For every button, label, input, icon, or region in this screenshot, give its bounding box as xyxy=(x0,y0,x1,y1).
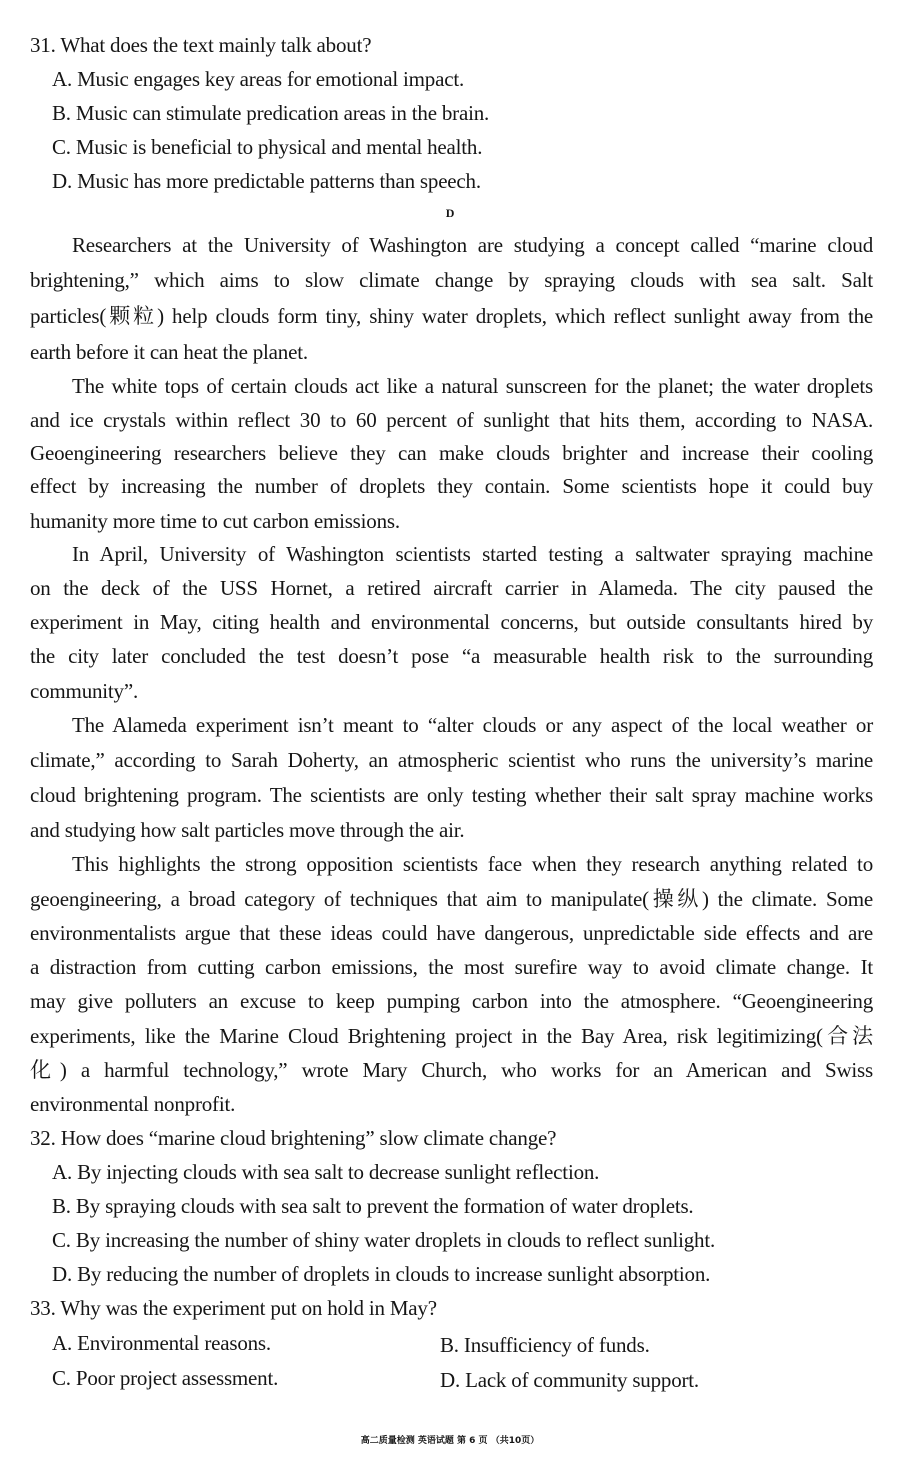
passage-line: The white tops of certain clouds act like a natural sunscreen for the planet; the water droplets xyxy=(72,374,873,398)
passage-line: Researchers at the University of Washington are studying a concept called “marine cloud xyxy=(72,233,873,257)
question-31-option-d: D. Music has more predictable patterns than speech. xyxy=(52,169,481,193)
question-32-option-c: C. By increasing the number of shiny water droplets in clouds to reflect sunlight. xyxy=(52,1228,716,1252)
passage-line: geoengineering, a broad category of techniques that aim to manipulate(操纵) the climate. Some xyxy=(30,887,873,911)
question-31-stem: 31. What does the text mainly talk about? xyxy=(30,33,372,57)
passage-line: effect by increasing the number of droplets they contain. Some scientists hope it could buy xyxy=(30,474,873,498)
page-footer: 高二质量检测 英语试题 第 6 页 （共10页） xyxy=(360,1436,540,1446)
passage-line: may give polluters an excuse to keep pumping carbon into the atmosphere. “Geoengineering xyxy=(30,989,873,1013)
question-31-option-a: A. Music engages key areas for emotional impact. xyxy=(52,67,465,91)
passage-line: earth before it can heat the planet. xyxy=(30,340,308,364)
question-33-option-d: D. Lack of community support. xyxy=(440,1368,699,1392)
passage-line: a distraction from cutting carbon emissions, the most surefire way to avoid climate change. It xyxy=(30,955,873,979)
question-33-option-b: B. Insufficiency of funds. xyxy=(440,1333,650,1357)
passage-line: cloud brightening program. The scientists are only testing whether their salt spray machine works xyxy=(30,783,873,807)
passage-line: and studying how salt particles move through the air. xyxy=(30,818,465,842)
question-31-option-c: C. Music is beneficial to physical and mental health. xyxy=(52,135,483,159)
passage-line: Geoengineering researchers believe they can make clouds brighter and increase their cooling xyxy=(30,441,873,465)
question-33-option-c: C. Poor project assessment. xyxy=(52,1366,279,1390)
question-32-stem: 32. How does “marine cloud brightening” slow climate change? xyxy=(30,1126,557,1150)
passage-line: brightening,” which aims to slow climate change by spraying clouds with sea salt. Salt xyxy=(30,268,873,292)
passage-line: This highlights the strong opposition scientists face when they research anything related to xyxy=(72,852,873,876)
question-33-option-a: A. Environmental reasons. xyxy=(52,1331,271,1355)
passage-line: community”. xyxy=(30,679,139,703)
passage-line: experiment in May, citing health and environmental concerns, but outside consultants hired by xyxy=(30,610,873,634)
passage-line: humanity more time to cut carbon emissions. xyxy=(30,509,400,533)
question-32-option-b: B. By spraying clouds with sea salt to prevent the formation of water droplets. xyxy=(52,1194,694,1218)
passage-line: environmentalists argue that these ideas could have dangerous, unpredictable side effects and are xyxy=(30,921,873,945)
passage-line: experiments, like the Marine Cloud Brightening project in the Bay Area, risk legitimizing(合法 xyxy=(30,1024,873,1048)
passage-line: climate,” according to Sarah Doherty, an atmospheric scientist who runs the university’s marine xyxy=(30,748,873,772)
passage-line: particles(颗粒) help clouds form tiny, shiny water droplets, which reflect sunlight away from the xyxy=(30,304,873,328)
passage-line: environmental nonprofit. xyxy=(30,1092,236,1116)
question-31-option-b: B. Music can stimulate predication areas in the brain. xyxy=(52,101,490,125)
passage-line: 化) a harmful technology,” wrote Mary Church, who works for an American and Swiss xyxy=(30,1058,873,1082)
question-33-stem: 33. Why was the experiment put on hold in May? xyxy=(30,1296,437,1320)
passage-line: In April, University of Washington scientists started testing a saltwater spraying machine xyxy=(72,542,873,566)
question-32-option-d: D. By reducing the number of droplets in clouds to increase sunlight absorption. xyxy=(52,1262,711,1286)
passage-line: The Alameda experiment isn’t meant to “alter clouds or any aspect of the local weather or xyxy=(72,713,873,737)
question-32-option-a: A. By injecting clouds with sea salt to decrease sunlight reflection. xyxy=(52,1160,600,1184)
passage-line: on the deck of the USS Hornet, a retired aircraft carrier in Alameda. The city paused the xyxy=(30,576,873,600)
passage-line: and ice crystals within reflect 30 to 60 percent of sunlight that hits them, according to NASA. xyxy=(30,408,873,432)
passage-heading: D xyxy=(445,206,455,220)
passage-line: the city later concluded the test doesn’t pose “a measurable health risk to the surrounding xyxy=(30,644,873,668)
